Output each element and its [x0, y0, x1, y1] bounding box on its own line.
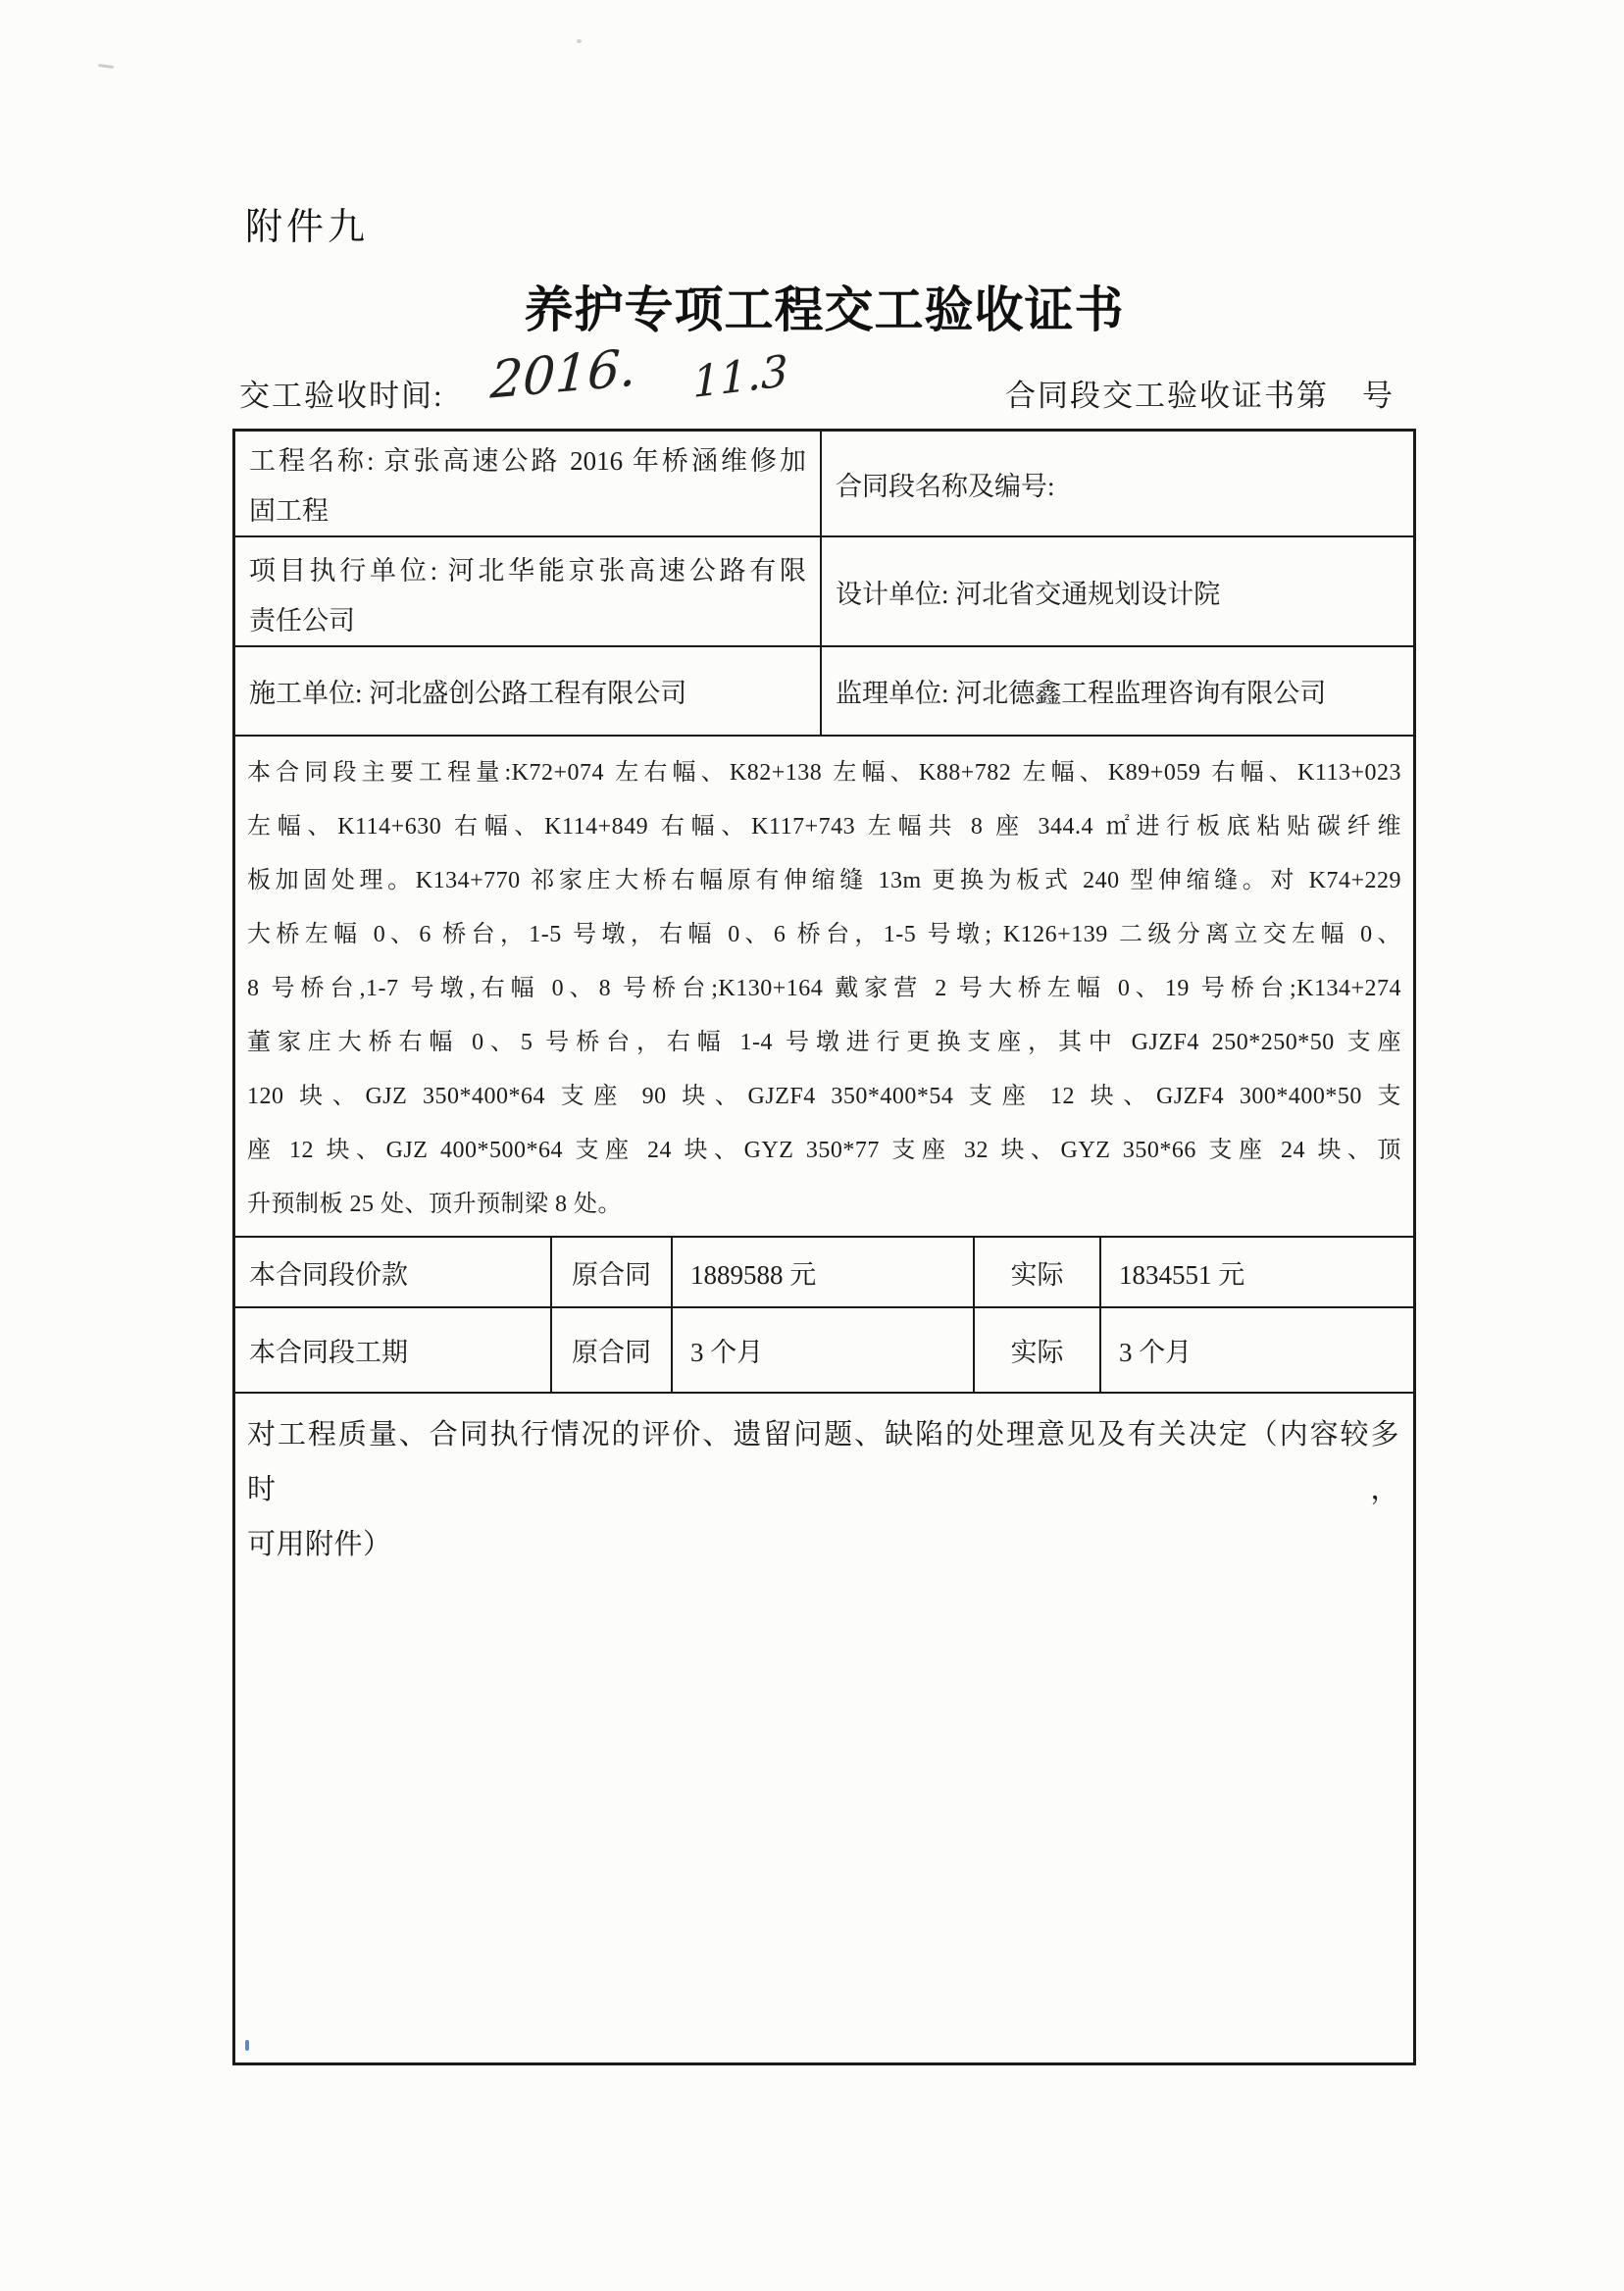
handwritten-date: [488, 338, 789, 411]
supervision-unit-label: 监理单位: 河北德鑫工程监理咨询有限公司: [836, 679, 1327, 708]
cell-duration-actual-label: [973, 1308, 1099, 1392]
quantities-line: 董家庄大桥右幅 0、5 号桥台，右幅 1-4 号墩进行更换支座，其中 GJZF4 250*250*50 支座: [247, 1030, 1401, 1055]
certificate-number-suffix: 号: [1362, 379, 1395, 413]
price-actual-label: 实际: [1010, 1259, 1064, 1290]
scan-artifact: [98, 64, 114, 69]
contract-section-label: 合同段名称及编号:: [836, 471, 1055, 501]
price-original-label: 原合同: [572, 1259, 651, 1290]
quantities-line: 板加固处理。K134+770 祁家庄大桥右幅原有伸缩缝 13m 更换为板式 240 型伸缩缝。对 K74+229: [247, 868, 1401, 893]
cell-price-actual-value: [1099, 1238, 1413, 1306]
cell-price-original-label: [550, 1238, 671, 1306]
duration-original-label: 原合同: [572, 1338, 651, 1367]
cell-price-original-value: [671, 1238, 973, 1306]
project-name-line2: 固工程: [249, 496, 329, 526]
quantities-line: 本合同段主要工程量:K72+074 左右幅、K82+138 左幅、K88+782 左幅、K89+059 右幅、K113+023: [247, 760, 1401, 786]
cell-duration-original-value: [671, 1308, 973, 1392]
executing-unit-line2: 责任公司: [249, 606, 355, 636]
table-row-project: [235, 432, 1413, 535]
table-row-main-quantities: [235, 735, 1413, 1236]
price-original-value: 1889588 元: [690, 1259, 817, 1290]
executing-unit-line1: 项目执行单位: 河北华能京张高速公路有限: [249, 556, 806, 585]
construction-unit-label: 施工单位: 河北盛创公路工程有限公司: [249, 679, 687, 708]
duration-label: 本合同段工期: [249, 1338, 408, 1367]
project-name-line1: 工程名称: 京张高速公路 2016 年桥涵维修加: [249, 446, 806, 476]
quantities-line: 座 12 块、GJZ 400*500*64 支座 24 块、GYZ 350*77 支座 32 块、GYZ 350*66 支座 24 块、顶: [247, 1138, 1401, 1163]
document-title: 养护专项工程交工验收证书: [524, 282, 1125, 337]
acceptance-form-table: [232, 429, 1416, 2065]
cell-contract-section: [820, 432, 1413, 535]
cell-executing-unit: [235, 537, 820, 645]
table-row-units-2: [235, 645, 1413, 735]
price-actual-value: 1834551 元: [1119, 1259, 1245, 1290]
handwritten-date-year: 2016.: [488, 338, 638, 411]
evaluation-line1: 对工程质量、合同执行情况的评价、遗留问题、缺陷的处理意见及有关决定（内容较多时，: [247, 1419, 1399, 1505]
duration-actual-value: 3 个月: [1119, 1338, 1193, 1367]
meta-row: [239, 371, 1395, 415]
cell-project-name: [235, 432, 820, 535]
price-label: 本合同段价款: [249, 1259, 408, 1290]
duration-actual-label: 实际: [1010, 1338, 1064, 1367]
quantities-line: 8 号桥台,1-7 号墩,右幅 0、8 号桥台;K130+164 戴家营 2 号大桥左幅 0、19 号桥台;K134+274: [247, 976, 1401, 1001]
cell-construction-unit: [235, 647, 820, 735]
quantities-line: 120 块、GJZ 350*400*64 支座 90 块、GJZF4 350*400*54 支座 12 块、GJZF4 300*400*50 支: [247, 1084, 1401, 1109]
cell-evaluation: [235, 1394, 1413, 2062]
quantities-line: 升预制板 25 处、顶升预制梁 8 处。: [247, 1192, 622, 1217]
cell-duration-actual-value: [1099, 1308, 1413, 1392]
table-row-evaluation: [235, 1392, 1413, 2062]
table-row-units-1: [235, 535, 1413, 645]
scan-artifact: [577, 39, 582, 43]
cell-supervision-unit: [820, 647, 1413, 735]
table-row-contract-price: [235, 1236, 1413, 1306]
evaluation-line2: 可用附件）: [247, 1529, 392, 1560]
cell-duration-original-label: [550, 1308, 671, 1392]
cell-price-actual-label: [973, 1238, 1099, 1306]
attachment-label: 附件九: [245, 207, 370, 248]
acceptance-time-label: 交工验收时间:: [239, 379, 444, 413]
handwritten-date-monthday: 11.3: [691, 345, 789, 409]
duration-original-value: 3 个月: [690, 1338, 764, 1367]
cell-design-unit: [820, 537, 1413, 645]
certificate-number-line: [1005, 371, 1395, 415]
quantities-line: 大桥左幅 0、6 桥台，1-5 号墩，右幅 0、6 桥台，1-5 号墩; K126+139 二级分离立交左幅 0、: [247, 922, 1401, 947]
table-row-contract-duration: [235, 1306, 1413, 1392]
design-unit-label: 设计单位: 河北省交通规划设计院: [836, 579, 1221, 609]
cell-main-quantities: [235, 737, 1413, 1236]
cell-price-label: [235, 1238, 550, 1306]
quantities-line: 左幅、K114+630 右幅、K114+849 右幅、K117+743 左幅共 8 座 344.4 ㎡进行板底粘贴碳纤维: [247, 814, 1401, 840]
cell-duration-label: [235, 1308, 550, 1392]
certificate-number-prefix: 合同段交工验收证书第: [1005, 379, 1329, 413]
